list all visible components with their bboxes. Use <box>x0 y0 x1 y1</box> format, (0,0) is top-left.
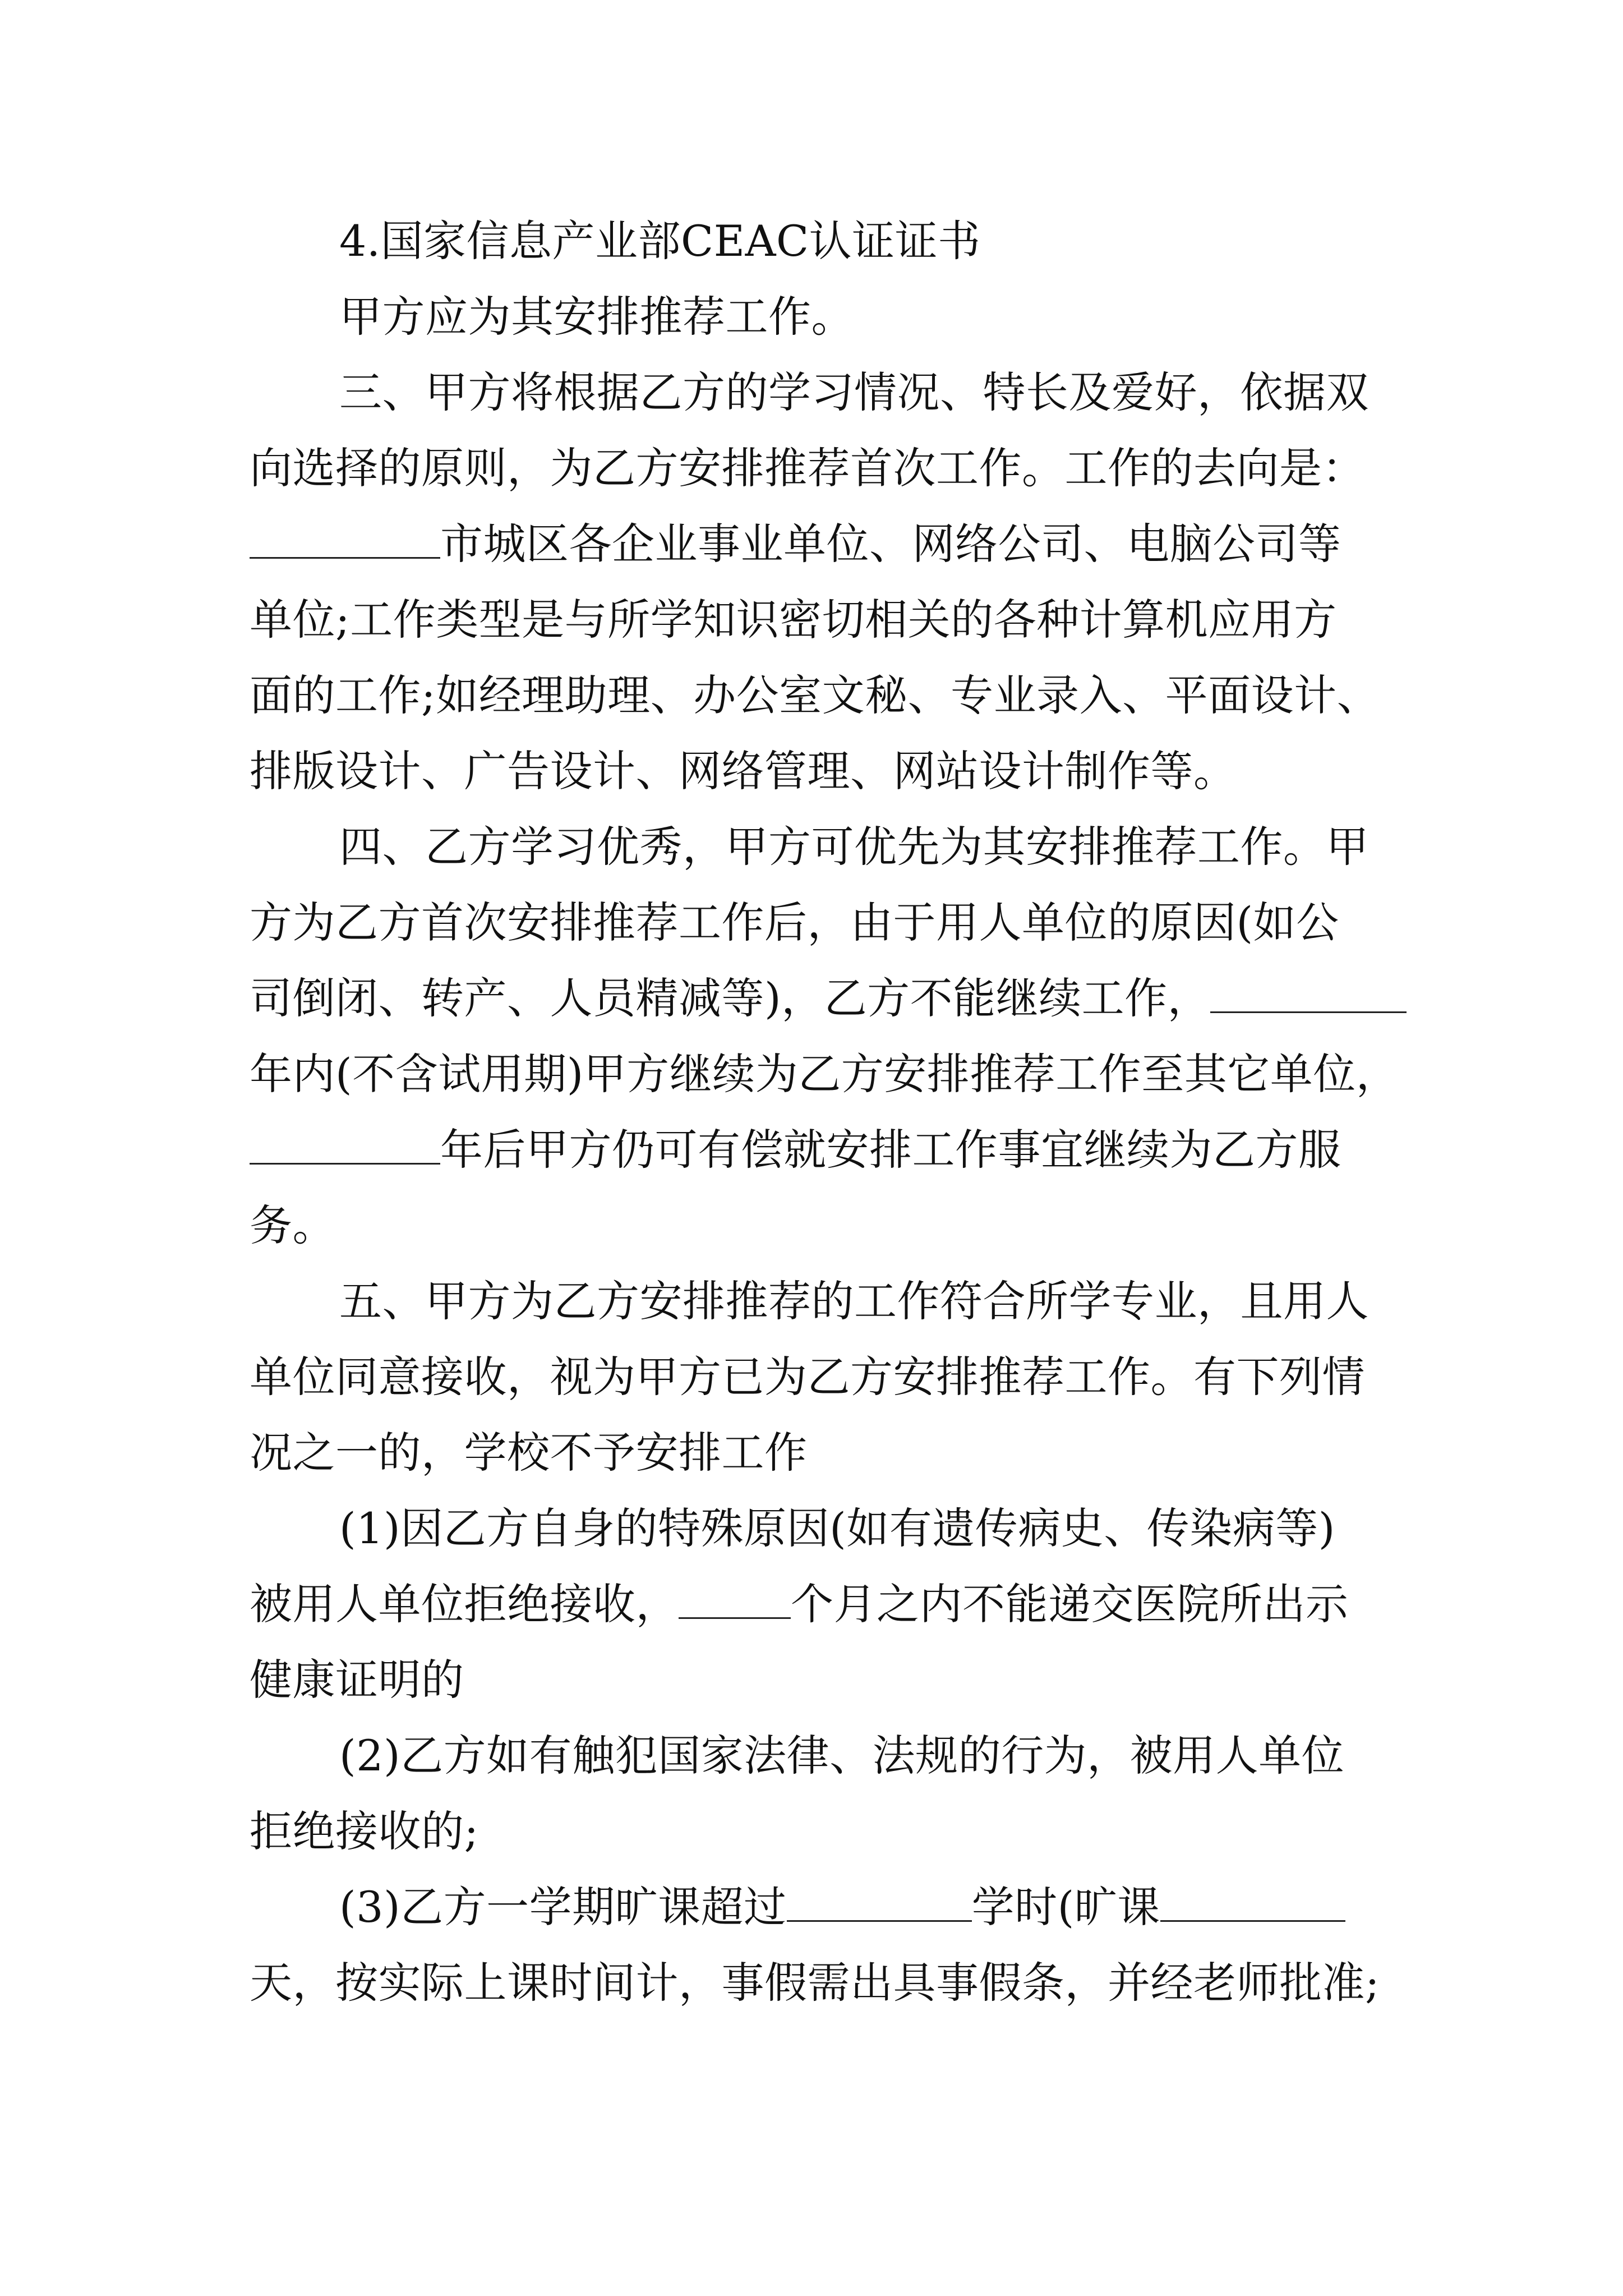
text: 拒绝接收的; <box>250 1806 479 1856</box>
text: 三、甲方将根据乙方的学习情况、特长及爱好，依据双 <box>339 367 1369 417</box>
text: 况之一的，学校不予安排工作 <box>250 1428 808 1478</box>
doc-line-blank-years <box>250 970 1394 1027</box>
text: 健康证明的 <box>250 1655 464 1705</box>
doc-line-arrange-work <box>339 289 1394 345</box>
text: 单位;工作类型是与所学知识密切相关的各种计算机应用方 <box>250 595 1337 645</box>
fill-blank[interactable] <box>250 1128 440 1165</box>
text: 四、乙方学习优秀，甲方可优先为其安排推荐工作。甲 <box>339 822 1369 872</box>
doc-line-item-1 <box>339 1501 1394 1557</box>
doc-line-clause-5-start <box>339 1273 1394 1329</box>
doc-line <box>250 1349 1394 1405</box>
text: 被用人单位拒绝接收， <box>250 1579 679 1629</box>
text: 学时(旷课 <box>971 1882 1160 1932</box>
text: 天，按实际上课时间计，事假需出具事假条，并经老师批准; <box>250 1958 1380 2008</box>
doc-line <box>250 895 1394 951</box>
doc-line <box>250 743 1394 799</box>
fill-blank[interactable] <box>1210 977 1407 1013</box>
text: (1)因乙方自身的特殊原因(如有遗传病史、传染病等) <box>339 1503 1335 1553</box>
text: 年后甲方仍可有偿就安排工作事宜继续为乙方服 <box>440 1125 1341 1175</box>
doc-line <box>250 1425 1394 1481</box>
doc-line-blank-months <box>250 1576 1394 1632</box>
doc-line <box>250 440 1394 496</box>
text: 排版设计、广告设计、网络管理、网站设计制作等。 <box>250 746 1237 796</box>
text: 务。 <box>250 1200 335 1250</box>
text: 面的工作;如经理助理、办公室文秘、专业录入、平面设计、 <box>250 670 1380 720</box>
fill-blank[interactable] <box>679 1582 791 1619</box>
doc-line <box>250 668 1394 724</box>
doc-line <box>250 1046 1399 1102</box>
doc-line <box>250 592 1394 648</box>
doc-line-item-2 <box>339 1728 1394 1784</box>
doc-line-blank-years-after <box>250 1122 1394 1178</box>
fill-blank[interactable] <box>1160 1885 1345 1922</box>
doc-line <box>250 1803 1394 1860</box>
doc-line-clause-3-start <box>339 365 1394 421</box>
text: (2)乙方如有触犯国家法律、法规的行为，被用人单位 <box>339 1731 1345 1780</box>
text: 甲方应为其安排推荐工作。 <box>339 292 854 342</box>
doc-line-item-3 <box>339 1879 1394 1935</box>
text: 向选择的原则，为乙方安排推荐首次工作。工作的去向是： <box>250 443 1365 493</box>
text: 单位同意接收，视为甲方已为乙方安排推荐工作。有下列情 <box>250 1352 1365 1402</box>
text: 五、甲方为乙方安排推荐的工作符合所学专业，且用人 <box>339 1276 1369 1326</box>
fill-blank[interactable] <box>250 522 440 559</box>
text: 年内(不含试用期)甲方继续为乙方安排推荐工作至其它单位， <box>250 1049 1399 1099</box>
text: 个月之内不能递交医院所出示 <box>791 1579 1349 1629</box>
text: 4.国家信息产业部CEAC认证证书 <box>339 216 981 266</box>
doc-line-clause-4-start <box>339 819 1394 875</box>
doc-line <box>250 1652 1394 1708</box>
doc-line <box>250 1198 1394 1254</box>
doc-line-blank-city <box>250 516 1394 572</box>
doc-line-certificate <box>339 213 1394 269</box>
fill-blank[interactable] <box>787 1885 972 1922</box>
text: 司倒闭、转产、人员精减等)，乙方不能继续工作， <box>250 973 1211 1023</box>
text: 市城区各企业事业单位、网络公司、电脑公司等 <box>440 519 1341 569</box>
text: 方为乙方首次安排推荐工作后，由于用人单位的原因(如公 <box>250 898 1339 947</box>
doc-line <box>250 1955 1394 2011</box>
text: (3)乙方一学期旷课超过 <box>339 1882 787 1932</box>
